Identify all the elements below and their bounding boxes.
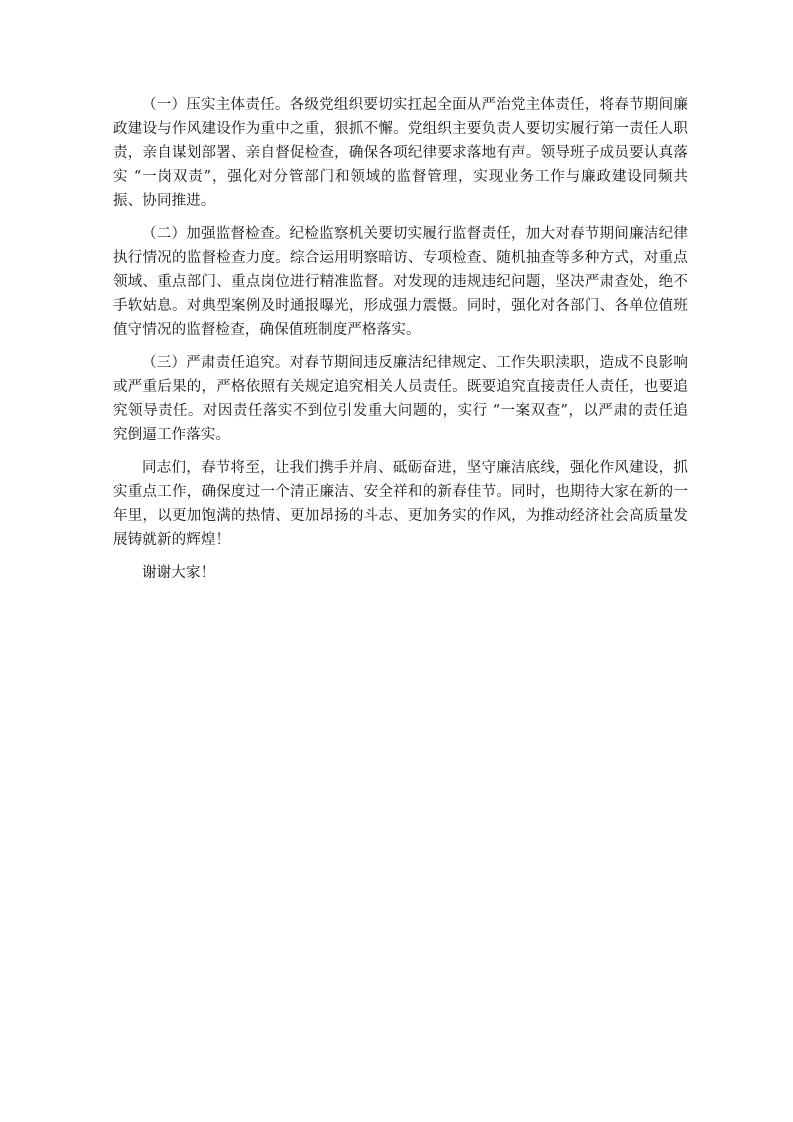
paragraph-accountability: （三）严肃责任追究。对春节期间违反廉洁纪律规定、工作失职渎职，造成不良影响或严重后果的，严格依照有关规定追究相关人员责任。既要追究直接责任人责任，也要追究领导责任。对因责任落实不到位引发重大问题的，实行 “一案双查”，以严肃的责任追究倒逼工作落实。: [113, 355, 688, 443]
paragraph-responsibility: （一）压实主体责任。各级党组织要切实扛起全面从严治党主体责任，将春节期间廉政建设与作风建设作为重中之重，狠抓不懈。党组织主要负责人要切实履行第一责任人职责，亲自谋划部署、亲自督促检查，确保各项纪律要求落地有声。领导班子成员要认真落实 “一岗双责”，强化对分管部门和领域的监督管理，实现业务工作与廉政建设同频共振、协同推进。: [113, 97, 688, 209]
paragraph-closing: 同志们，春节将至，让我们携手并肩、砥砺奋进，坚守廉洁底线，强化作风建设，抓实重点工作，确保度过一个清正廉洁、安全祥和的新春佳节。同时，也期待大家在新的一年里，以更加饱满的热情、更加昂扬的斗志、更加务实的作风，为推动经济社会高质量发展铸就新的辉煌！: [113, 460, 688, 548]
paragraph-thanks: 谢谢大家！: [142, 565, 216, 581]
paragraph-supervision: （二）加强监督检查。纪检监察机关要切实履行监督责任，加大对春节期间廉洁纪律执行情况的监督检查力度。综合运用明察暗访、专项检查、随机抽查等多种方式，对重点领域、重点部门、重点岗位进行精准监督。对发现的违规违纪问题，坚决严肃查处，绝不手软姑息。对典型案例及时通报曝光，形成强力震慑。同时，强化对各部门、各单位值班值守情况的监督检查，确保值班制度严格落实。: [113, 226, 688, 338]
document-body: [113, 93, 688, 594]
